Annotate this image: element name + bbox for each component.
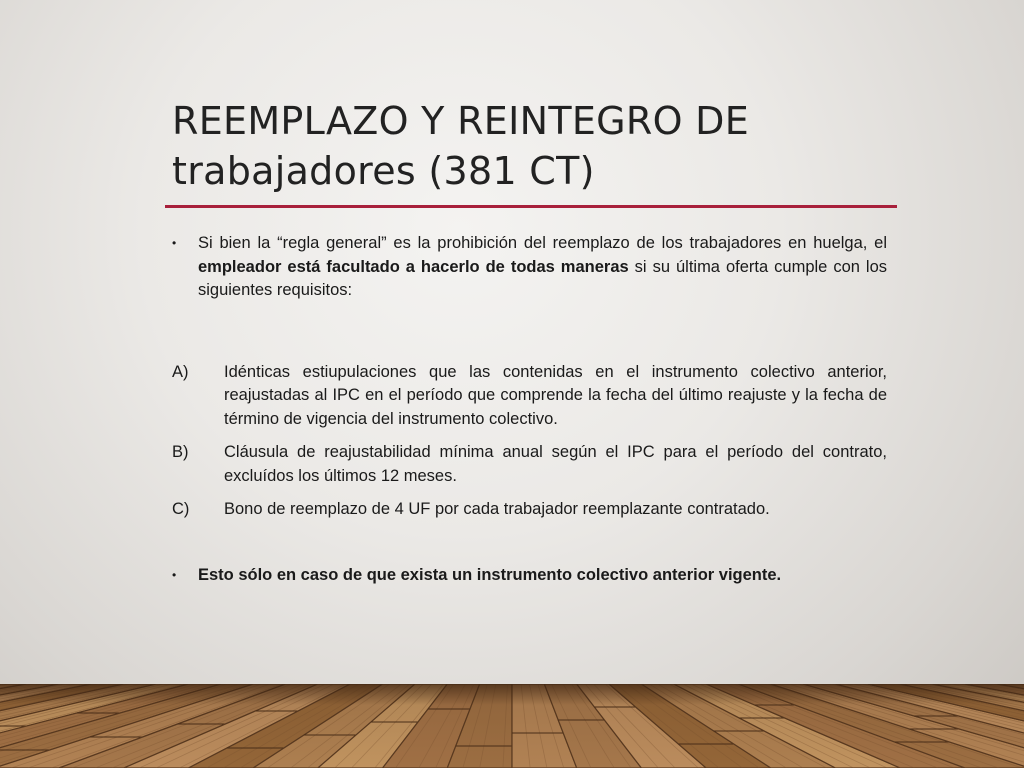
intro-bullet <box>172 232 887 303</box>
requirement-b <box>172 441 887 488</box>
wood-floor <box>0 684 1024 768</box>
intro-text <box>198 232 887 303</box>
slide-title <box>172 96 892 196</box>
requirement-text: Idénticas estiupulaciones que las contenidas en el instrumento colectivo anterior, reajustadas al IPC en el período que comprende la fecha del último reajuste y la fecha de término de vigencia del instrumento colectivo. <box>224 362 887 428</box>
bullet-marker: • <box>172 567 177 582</box>
intro-text-part2: si su última oferta cumple con los siguientes requisitos: <box>198 257 887 299</box>
title-line-2: trabajadores (381 CT) <box>172 149 595 193</box>
requirement-label: B) <box>172 443 189 461</box>
requirement-label: A) <box>172 362 189 381</box>
requirement-c <box>172 498 887 522</box>
intro-text-part1: Si bien la “regla general” es la prohibición del reemplazo de los trabajadores en huelga, el <box>198 234 887 252</box>
requirement-a <box>172 361 887 432</box>
requirement-label: C) <box>172 500 190 518</box>
title-line-1: REEMPLAZO Y REINTEGRO DE <box>172 99 750 143</box>
intro-text-bold: empleador está facultado a hacerlo de todas maneras <box>198 257 629 276</box>
requirement-text: Bono de reemplazo de 4 UF por cada trabajador reemplazante contratado. <box>224 500 770 518</box>
bullet-marker: • <box>172 236 177 250</box>
slide-body <box>172 232 887 587</box>
closing-text: Esto sólo en caso de que exista un instrumento colectivo anterior vigente. <box>198 565 782 584</box>
closing-bullet <box>172 564 887 588</box>
requirement-text: Cláusula de reajustabilidad mínima anual según el IPC para el período del contrato, excluídos los últimos 12 meses. <box>224 443 887 485</box>
wood-floor-planks <box>0 684 1024 768</box>
title-divider <box>165 205 897 208</box>
